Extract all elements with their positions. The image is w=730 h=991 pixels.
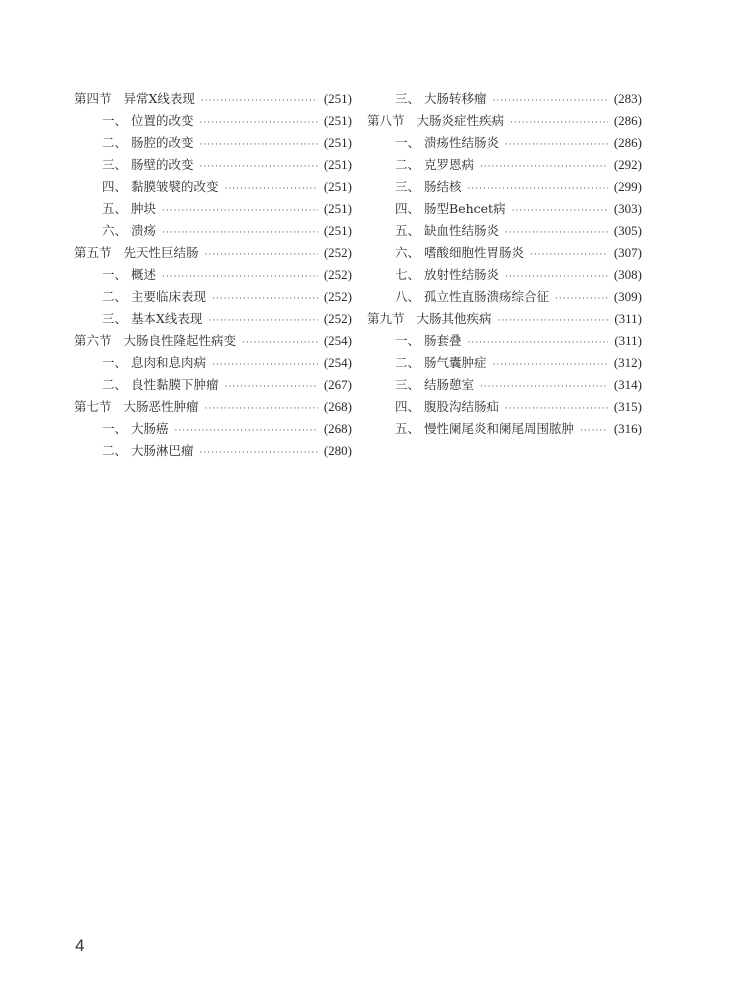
toc-entry-number: 第四节 <box>74 91 112 106</box>
toc-entry-number: 一、 <box>395 135 421 150</box>
toc-entry-title: 大肠良性隆起性病变 <box>123 333 237 348</box>
toc-entry-number: 一、 <box>102 113 128 128</box>
toc-entry-title: 肠腔的改变 <box>131 135 194 150</box>
toc-subsection-entry <box>367 418 642 440</box>
toc-section-entry <box>367 308 642 330</box>
toc-entry-page: (251) <box>323 91 352 106</box>
toc-subsection-entry <box>74 264 352 286</box>
toc-entry-number: 二、 <box>395 355 421 370</box>
toc-entry-page: (268) <box>323 399 352 414</box>
toc-entry-page: (252) <box>323 289 352 304</box>
toc-subsection-entry <box>74 154 352 176</box>
toc-dot-leader <box>555 288 608 310</box>
toc-entry-number: 一、 <box>395 333 421 348</box>
toc-subsection-entry <box>367 352 642 374</box>
toc-entry-page: (252) <box>323 311 352 326</box>
toc-entry-number: 三、 <box>102 311 128 326</box>
toc-entry-title: 大肠恶性肿瘤 <box>123 399 199 414</box>
toc-subsection-entry <box>367 374 642 396</box>
toc-subsection-entry <box>74 220 352 242</box>
toc-entry-number: 一、 <box>102 267 128 282</box>
toc-entry-title: 异常X线表现 <box>123 91 195 106</box>
toc-entry-page: (311) <box>614 311 642 326</box>
toc-subsection-entry <box>367 396 642 418</box>
toc-entry-page: (308) <box>613 267 642 282</box>
toc-dot-leader <box>225 376 318 398</box>
toc-entry-title: 肠型Behcet病 <box>424 201 506 216</box>
toc-entry-title: 大肠淋巴瘤 <box>131 443 194 458</box>
toc-subsection-entry <box>74 308 352 330</box>
toc-entry-number: 三、 <box>395 91 421 106</box>
toc-entry-number: 三、 <box>102 157 128 172</box>
toc-section-entry <box>74 330 352 352</box>
toc-entry-number: 第五节 <box>74 245 112 260</box>
toc-dot-leader <box>493 354 608 376</box>
toc-dot-leader <box>580 420 608 442</box>
toc-entry-title: 肠套叠 <box>424 333 462 348</box>
toc-entry-number: 二、 <box>102 289 128 304</box>
toc-entry-number: 四、 <box>102 179 128 194</box>
toc-dot-leader <box>162 266 318 288</box>
toc-entry-page: (315) <box>613 399 642 414</box>
toc-subsection-entry <box>367 286 642 308</box>
toc-entry-number: 八、 <box>395 289 421 304</box>
toc-dot-leader <box>493 90 608 112</box>
toc-entry-page: (251) <box>323 157 352 172</box>
toc-entry-page: (312) <box>613 355 642 370</box>
toc-dot-leader <box>505 398 608 420</box>
toc-subsection-entry <box>74 374 352 396</box>
toc-entry-number: 二、 <box>102 443 128 458</box>
toc-entry-title: 溃疡 <box>131 223 157 238</box>
toc-entry-title: 大肠其他疾病 <box>416 311 492 326</box>
toc-entry-title: 大肠转移瘤 <box>424 91 487 106</box>
toc-subsection-entry <box>367 264 642 286</box>
toc-section-entry <box>367 110 642 132</box>
toc-subsection-entry <box>74 110 352 132</box>
toc-entry-number: 五、 <box>395 223 421 238</box>
toc-entry-number: 第九节 <box>367 311 405 326</box>
toc-dot-leader <box>510 112 608 134</box>
toc-entry-title: 概述 <box>131 267 157 282</box>
toc-entry-number: 二、 <box>395 157 421 172</box>
toc-dot-leader <box>212 354 318 376</box>
toc-entry-title: 克罗恩病 <box>424 157 475 172</box>
toc-entry-page: (254) <box>323 333 352 348</box>
toc-entry-title: 肠壁的改变 <box>131 157 194 172</box>
toc-entry-page: (251) <box>323 179 352 194</box>
toc-entry-title: 嗜酸细胞性胃肠炎 <box>424 245 525 260</box>
toc-entry-title: 慢性阑尾炎和阑尾周围脓肿 <box>424 421 575 436</box>
toc-subsection-entry <box>367 198 642 220</box>
toc-entry-title: 孤立性直肠溃疡综合征 <box>424 289 550 304</box>
toc-entry-title: 息肉和息肉病 <box>131 355 207 370</box>
toc-entry-number: 二、 <box>102 135 128 150</box>
toc-dot-leader <box>505 222 608 244</box>
toc-entry-page: (252) <box>323 245 352 260</box>
toc-entry-number: 三、 <box>395 179 421 194</box>
toc-entry-number: 五、 <box>102 201 128 216</box>
toc-dot-leader <box>200 112 318 134</box>
toc-dot-leader <box>205 244 318 266</box>
toc-subsection-entry <box>74 198 352 220</box>
toc-dot-leader <box>200 156 318 178</box>
toc-dot-leader <box>468 178 608 200</box>
toc-entry-number: 六、 <box>102 223 128 238</box>
toc-dot-leader <box>162 200 318 222</box>
toc-entry-page: (280) <box>323 443 352 458</box>
toc-entry-page: (303) <box>613 201 642 216</box>
toc-entry-number: 三、 <box>395 377 421 392</box>
toc-entry-title: 腹股沟结肠疝 <box>424 399 500 414</box>
toc-entry-page: (299) <box>613 179 642 194</box>
toc-entry-title: 肠结核 <box>424 179 462 194</box>
toc-dot-leader <box>200 442 318 464</box>
toc-subsection-entry <box>74 132 352 154</box>
toc-entry-title: 良性黏膜下肿瘤 <box>131 377 219 392</box>
toc-dot-leader <box>205 398 318 420</box>
toc-subsection-entry <box>74 352 352 374</box>
toc-entry-number: 六、 <box>395 245 421 260</box>
toc-dot-leader <box>468 332 609 354</box>
toc-entry-page: (316) <box>613 421 642 436</box>
toc-entry-page: (292) <box>613 157 642 172</box>
toc-entry-page: (251) <box>323 113 352 128</box>
toc-entry-title: 肿块 <box>131 201 157 216</box>
toc-entry-title: 先天性巨结肠 <box>123 245 199 260</box>
toc-dot-leader <box>175 420 318 442</box>
toc-entry-title: 基本X线表现 <box>131 311 203 326</box>
toc-entry-title: 放射性结肠炎 <box>424 267 500 282</box>
toc-dot-leader <box>242 332 318 354</box>
toc-entry-number: 一、 <box>102 355 128 370</box>
toc-dot-leader <box>162 222 318 244</box>
toc-subsection-entry <box>367 220 642 242</box>
toc-entry-page: (251) <box>323 201 352 216</box>
toc-entry-title: 缺血性结肠炎 <box>424 223 500 238</box>
toc-entry-number: 四、 <box>395 399 421 414</box>
toc-subsection-entry <box>74 418 352 440</box>
toc-entry-number: 二、 <box>102 377 128 392</box>
toc-entry-page: (307) <box>613 245 642 260</box>
toc-subsection-entry <box>74 286 352 308</box>
toc-dot-leader <box>505 134 608 156</box>
toc-entry-number: 第六节 <box>74 333 112 348</box>
toc-entry-page: (286) <box>613 135 642 150</box>
toc-section-entry <box>74 88 352 110</box>
toc-dot-leader <box>505 266 608 288</box>
toc-entry-page: (311) <box>614 333 642 348</box>
toc-entry-number: 四、 <box>395 201 421 216</box>
toc-entry-title: 主要临床表现 <box>131 289 207 304</box>
toc-subsection-entry <box>367 154 642 176</box>
toc-entry-title: 大肠炎症性疾病 <box>416 113 505 128</box>
toc-entry-page: (254) <box>323 355 352 370</box>
toc-entry-title: 结肠憩室 <box>424 377 475 392</box>
toc-right-column <box>367 88 642 440</box>
page-number: 4 <box>75 936 85 955</box>
toc-subsection-entry <box>74 176 352 198</box>
toc-entry-page: (283) <box>613 91 642 106</box>
toc-left-column <box>74 88 352 462</box>
toc-entry-number: 一、 <box>102 421 128 436</box>
toc-entry-number: 第八节 <box>367 113 405 128</box>
toc-entry-number: 五、 <box>395 421 421 436</box>
toc-entry-page: (314) <box>613 377 642 392</box>
toc-dot-leader <box>480 376 608 398</box>
toc-entry-page: (305) <box>613 223 642 238</box>
toc-dot-leader <box>208 310 317 332</box>
toc-entry-page: (251) <box>323 135 352 150</box>
toc-dot-leader <box>225 178 318 200</box>
toc-dot-leader <box>212 288 318 310</box>
toc-entry-page: (286) <box>613 113 642 128</box>
toc-dot-leader <box>201 90 318 112</box>
toc-section-entry <box>74 396 352 418</box>
toc-entry-page: (251) <box>323 223 352 238</box>
toc-subsection-entry <box>367 176 642 198</box>
toc-dot-leader <box>498 310 609 332</box>
toc-entry-title: 位置的改变 <box>131 113 194 128</box>
toc-entry-page: (252) <box>323 267 352 282</box>
toc-entry-number: 第七节 <box>74 399 112 414</box>
toc-entry-title: 黏膜皱襞的改变 <box>131 179 219 194</box>
toc-subsection-entry <box>367 242 642 264</box>
toc-entry-number: 七、 <box>395 267 421 282</box>
toc-entry-page: (267) <box>323 377 352 392</box>
toc-dot-leader <box>200 134 318 156</box>
toc-entry-title: 大肠癌 <box>131 421 169 436</box>
toc-entry-title: 溃疡性结肠炎 <box>424 135 500 150</box>
toc-dot-leader <box>480 156 608 178</box>
toc-subsection-entry <box>367 88 642 110</box>
toc-subsection-entry <box>367 132 642 154</box>
toc-section-entry <box>74 242 352 264</box>
toc-subsection-entry <box>367 330 642 352</box>
toc-subsection-entry <box>74 440 352 462</box>
toc-entry-page: (268) <box>323 421 352 436</box>
toc-entry-page: (309) <box>613 289 642 304</box>
toc-dot-leader <box>512 200 608 222</box>
toc-entry-title: 肠气囊肿症 <box>424 355 487 370</box>
toc-dot-leader <box>530 244 608 266</box>
